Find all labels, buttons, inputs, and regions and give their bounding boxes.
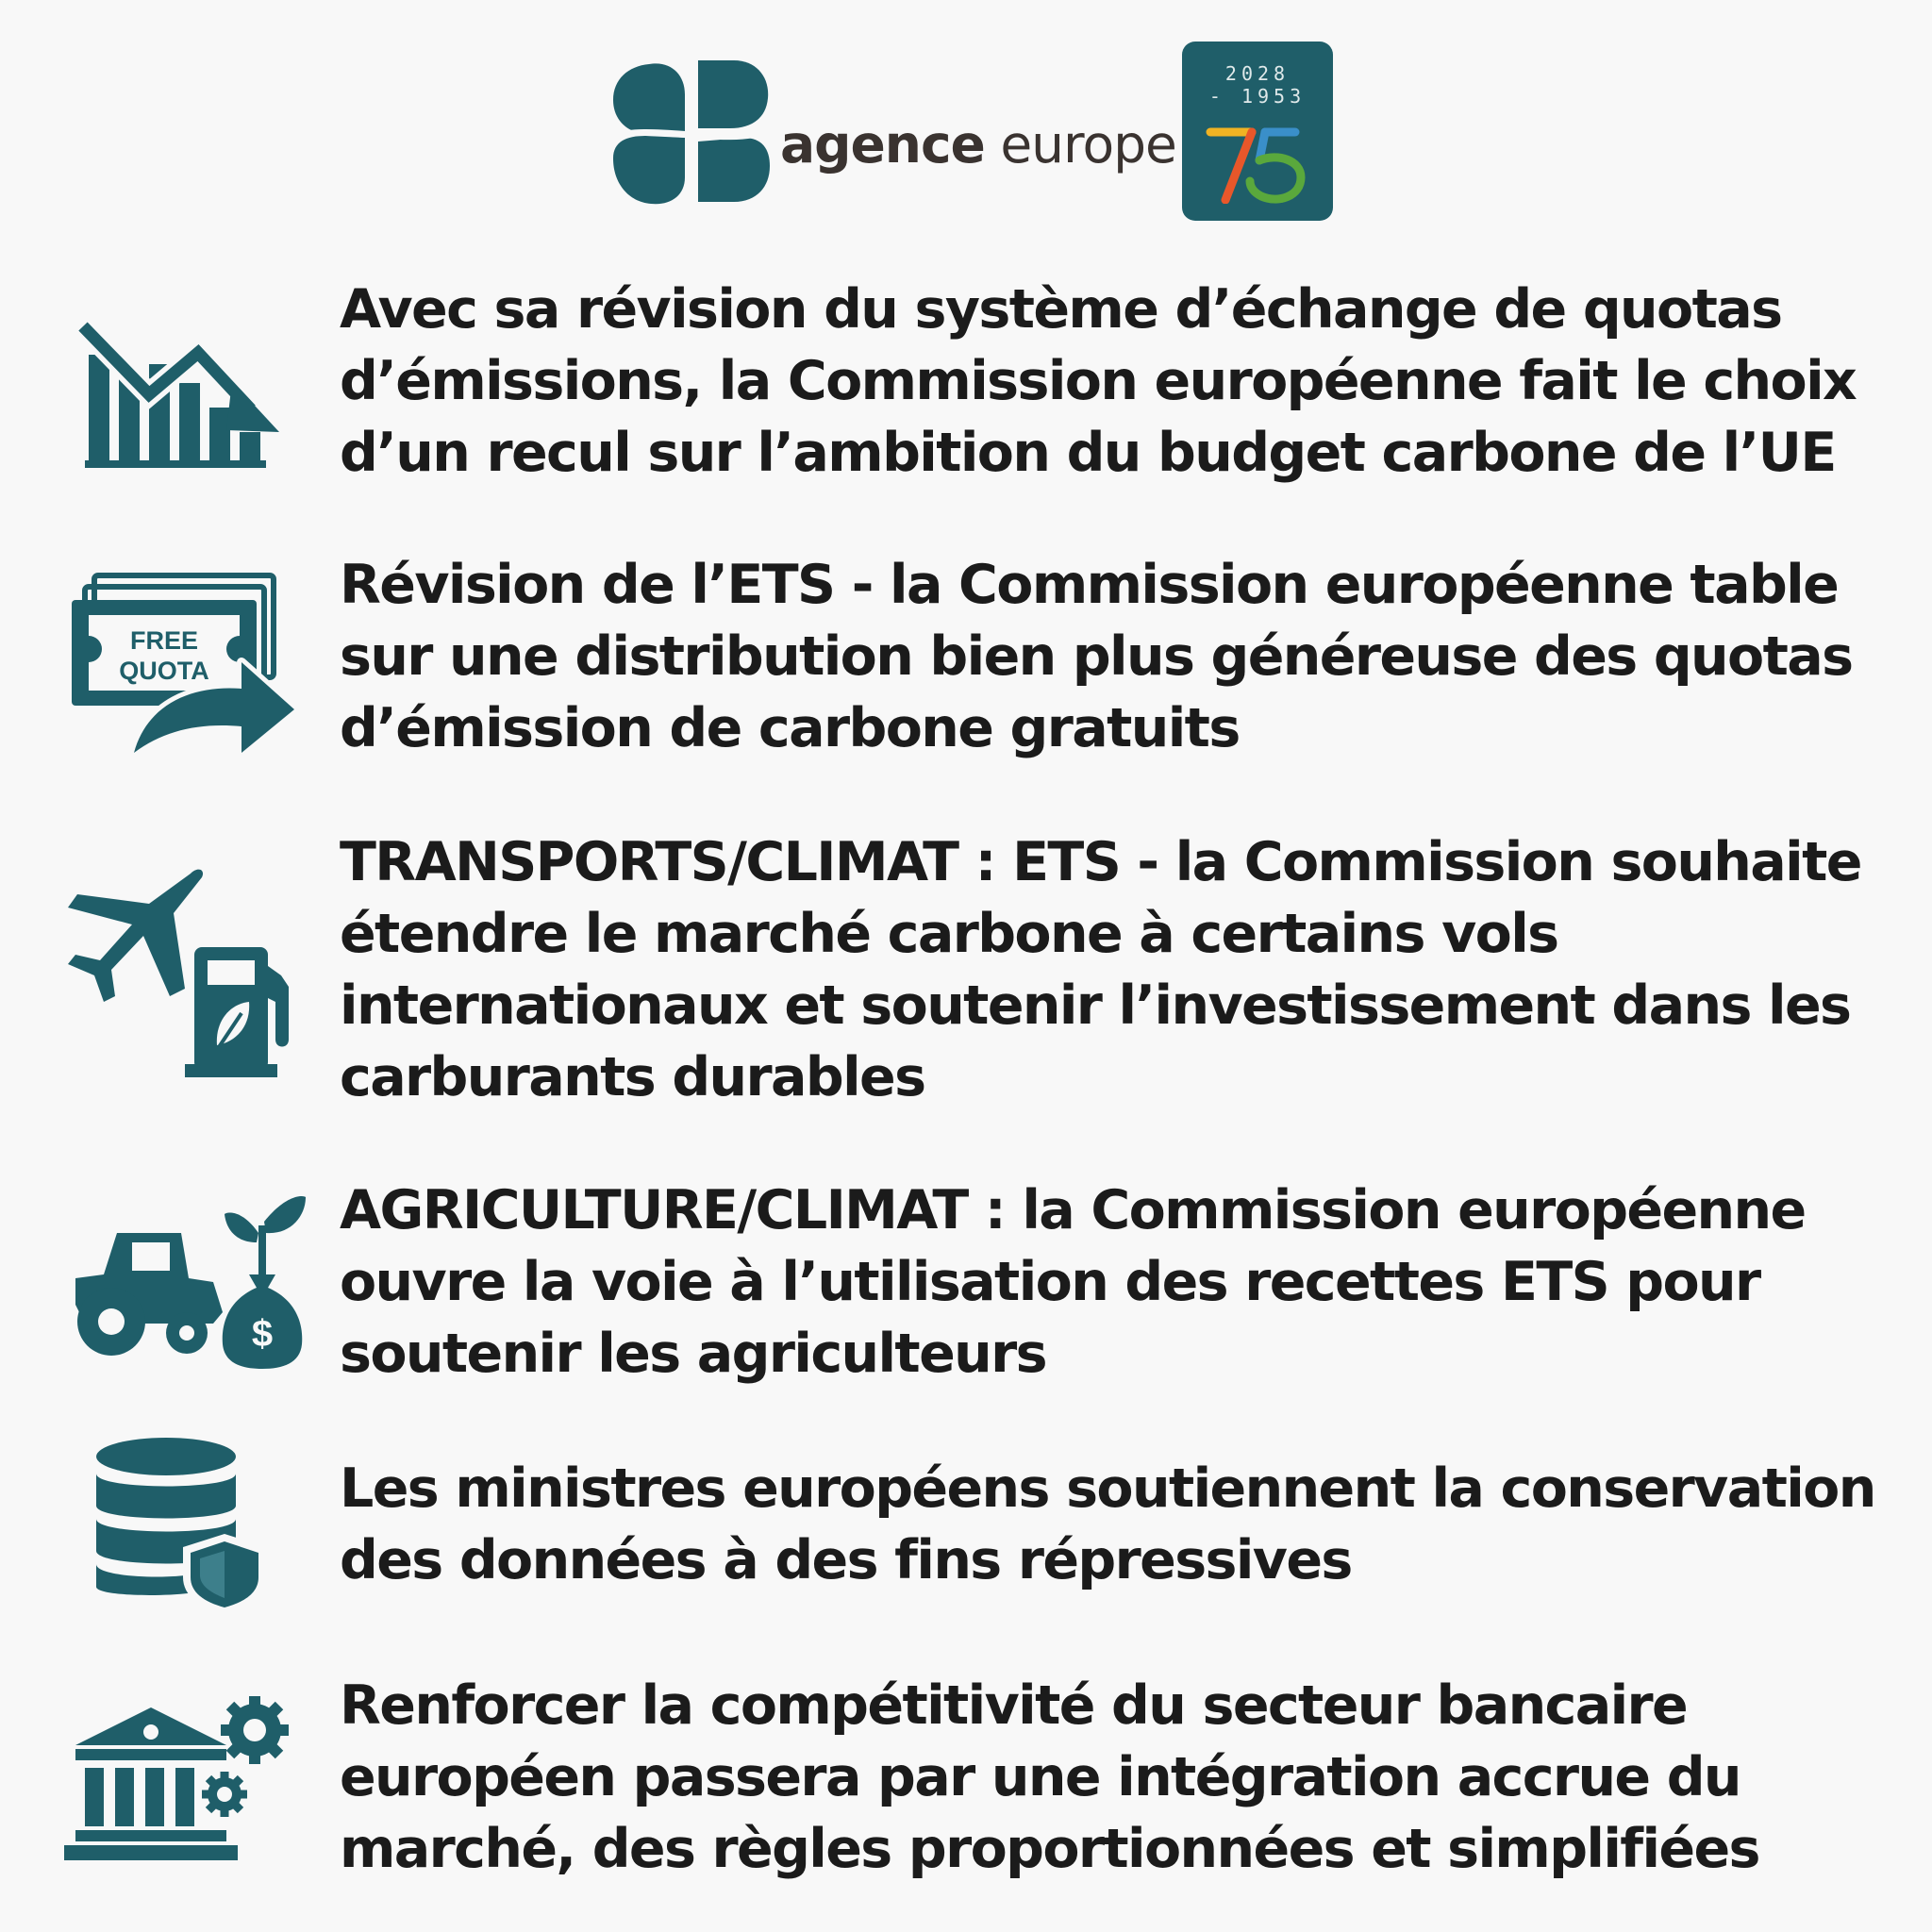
headline[interactable]: Révision de l’ETS - la Commission européenne table sur une distribution bien plus généreuse des quotas d’émission de carbone gratuits xyxy=(340,554,1853,759)
headline[interactable]: TRANSPORTS/CLIMAT : ETS - la Commission souhaite étendre le marché carbone à certains vols internationaux et soutenir l’investissement dans les carburants durables xyxy=(340,831,1861,1108)
anniversary-75-emblem xyxy=(1205,119,1310,204)
free-quota-tickets-arrow-icon xyxy=(57,568,311,757)
anniversary-badge xyxy=(1182,42,1333,221)
bank-gears-icon xyxy=(57,1689,311,1868)
headline[interactable]: Avec sa révision du système d’échange de quotas d’émissions, la Commission européenne fait le choix d’un recul sur l’ambition du budget carbone de l’UE xyxy=(340,278,1857,484)
news-item-4[interactable] xyxy=(0,1174,1932,1401)
anniversary-bottom-year: - 1953 xyxy=(1208,85,1307,108)
brand-name-bold: agence xyxy=(780,114,985,175)
news-item-6[interactable] xyxy=(0,1670,1932,1896)
dollar-sign: $ xyxy=(251,1313,274,1355)
news-item-1[interactable] xyxy=(0,274,1932,500)
airplane-fuel-pump-leaf-icon xyxy=(57,855,311,1081)
news-item-3[interactable] xyxy=(0,826,1932,1128)
brand-name-light: europe xyxy=(984,114,1176,175)
free-quota-text-line2: QUOTA xyxy=(119,657,209,685)
anniversary-top-year: 2028 xyxy=(1224,62,1291,85)
tractor-money-bag-sprout-icon xyxy=(57,1184,311,1373)
brand-name xyxy=(780,114,1176,175)
header xyxy=(0,0,1932,245)
headline[interactable]: Les ministres européens soutiennent la conservation des données à des fins répressives xyxy=(340,1457,1875,1591)
free-quota-text-line1: FREE xyxy=(129,626,199,655)
declining-bar-chart-icon xyxy=(57,292,311,472)
headline[interactable]: AGRICULTURE/CLIMAT : la Commission européenne ouvre la voie à l’utilisation des recettes ETS pour soutenir les agriculteurs xyxy=(340,1179,1806,1385)
agence-europe-logo-mark xyxy=(611,57,772,208)
news-item-2[interactable] xyxy=(0,549,1932,775)
headline[interactable]: Renforcer la compétitivité du secteur bancaire européen passera par une intégration accrue du marché, des règles proportionnées et simplifiées xyxy=(340,1674,1759,1880)
news-item-5[interactable] xyxy=(0,1453,1932,1641)
database-shield-icon xyxy=(57,1436,311,1615)
